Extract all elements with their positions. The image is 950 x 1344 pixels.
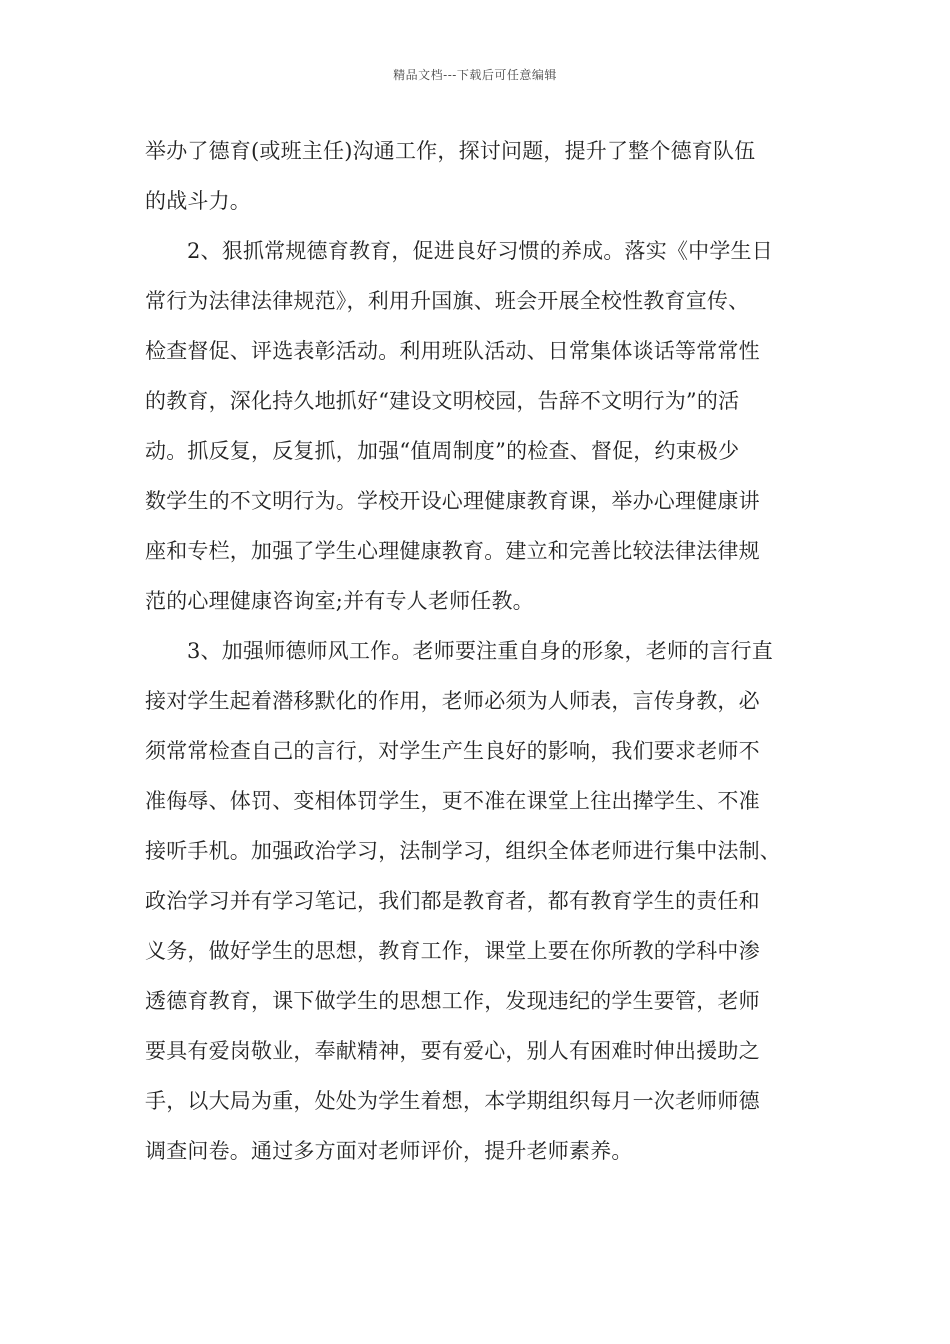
- document-body: [145, 126, 809, 1176]
- page-header: 精品文档---下载后可任意编辑: [393, 68, 557, 82]
- text-line: 的教育，深化持久地抓好“建设文明校园，告辞不文明行为”的活: [145, 389, 740, 413]
- text-line: 调查问卷。通过多方面对老师评价，提升老师素养。: [145, 1139, 633, 1163]
- text-line: 政治学习并有学习笔记，我们都是教育者，都有教育学生的责任和: [145, 889, 760, 913]
- text-line: 须常常检查自己的言行，对学生产生良好的影响，我们要求老师不: [145, 739, 760, 763]
- text-line: 动。抓反复，反复抓，加强“值周制度”的检查、督促，约束极少: [145, 439, 740, 463]
- text-line: 接听手机。加强政治学习，法制学习，组织全体老师进行集中法制、: [145, 839, 781, 863]
- text-line: 准侮辱、体罚、变相体罚学生，更不准在课堂上往出撵学生、不准: [145, 789, 760, 813]
- text-line: 3、加强师德师风工作。老师要注重自身的形象，老师的言行直: [187, 639, 773, 663]
- text-line: 手，以大局为重，处处为学生着想，本学期组织每月一次老师师德: [145, 1089, 760, 1113]
- text-line: 检查督促、评选表彰活动。利用班队活动、日常集体谈话等常常性: [145, 339, 760, 363]
- text-line: 范的心理健康咨询室;并有专人老师任教。: [145, 589, 534, 613]
- text-line: 2、狠抓常规德育教育，促进良好习惯的养成。落实《中学生日: [187, 239, 773, 263]
- text-line: 接对学生起着潜移默化的作用，老师必须为人师表，言传身教，必: [145, 689, 760, 713]
- text-line: 数学生的不文明行为。学校开设心理健康教育课，举办心理健康讲: [145, 489, 760, 513]
- text-line: 透德育教育，课下做学生的思想工作，发现违纪的学生要管，老师: [145, 989, 760, 1013]
- text-line: 要具有爱岗敬业，奉献精神，要有爱心，别人有困难时伸出援助之: [145, 1039, 760, 1063]
- text-line: 的战斗力。: [145, 189, 251, 213]
- text-line: 义务，做好学生的思想，教育工作，课堂上要在你所教的学科中渗: [145, 939, 760, 963]
- text-line: 常行为法律法律规范》，利用升国旗、班会开展全校性教育宣传、: [145, 289, 750, 313]
- text-line: 举办了德育(或班主任)沟通工作，探讨问题，提升了整个德育队伍: [145, 139, 756, 163]
- text-line: 座和专栏，加强了学生心理健康教育。建立和完善比较法律法律规: [145, 539, 760, 563]
